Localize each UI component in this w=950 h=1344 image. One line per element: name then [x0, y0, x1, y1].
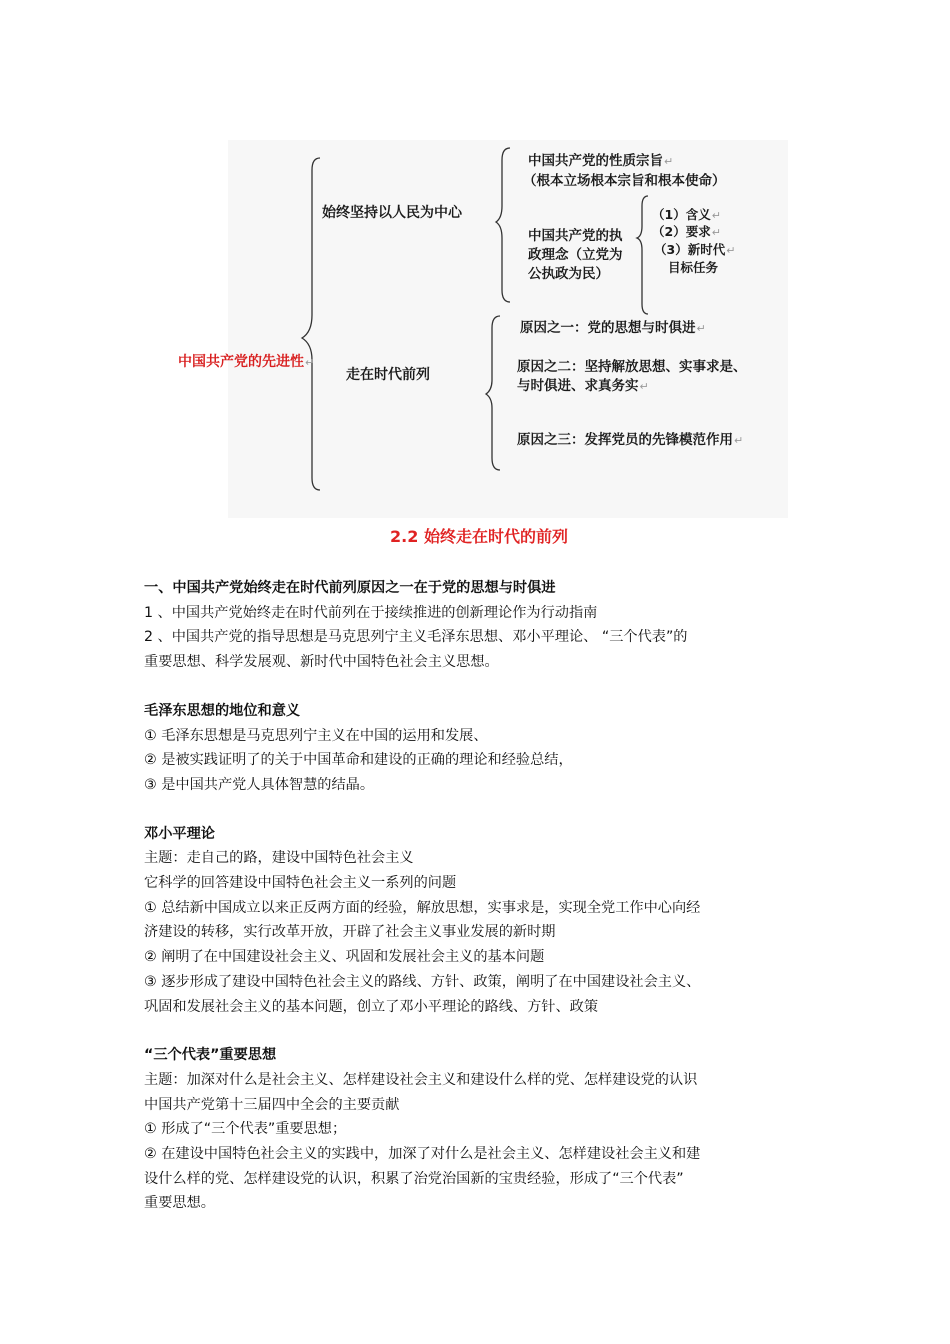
reason-2-line1: 原因之二：坚持解放思想、实事求是、: [517, 359, 747, 375]
s3-line: 它科学的回答建设中国特色社会主义一系列的问题: [144, 875, 457, 892]
s3-line: ② 阐明了在中国建设社会主义、巩固和发展社会主义的基本问题: [144, 949, 545, 966]
reason-3: 原因之三：发挥党员的先锋模范作用↵: [517, 432, 744, 448]
s1-paragraph-2b: 重要思想、科学发展观、新时代中国特色社会主义思想。: [144, 654, 499, 671]
s4-line: ① 形成了“三个代表”重要思想；: [144, 1121, 347, 1138]
s3-line: 主题：走自己的路，建设中国特色社会主义: [144, 850, 414, 867]
branch2-brace: [486, 316, 500, 470]
branch1-brace: [496, 148, 510, 302]
s4-line: 中国共产党第十三届四中全会的主要贡献: [144, 1096, 400, 1113]
root-label: 中国共产党的先进性↵: [178, 354, 315, 370]
s1-paragraph-1: 1 、中国共产党始终走在时代前列在于接续推进的创新理论作为行动指南: [144, 604, 598, 621]
sub-brace: [637, 196, 648, 314]
s3-line: 巩固和发展社会主义的基本问题，创立了邓小平理论的路线、方针、政策: [144, 998, 599, 1015]
branch1-item2-line1: 中国共产党的执: [528, 228, 623, 244]
sub-item-1: （1）含义↵: [652, 207, 721, 222]
branch1-item2-line2: 政理念（立党为: [528, 247, 623, 263]
s4-line: 重要思想。: [144, 1195, 215, 1212]
branch1-item1-line2: （根本立场根本宗旨和根本使命）: [523, 173, 726, 189]
reason-2-line2: 与时俱进、求真务实↵: [517, 378, 649, 394]
s4-heading: “三个代表”重要思想: [144, 1047, 277, 1064]
branch1-item1-line1: 中国共产党的性质宗旨↵: [528, 153, 674, 169]
s3-line: ③ 逐步形成了建设中国特色社会主义的路线、方针、政策，阐明了在中国建设社会主义、: [144, 973, 701, 990]
s4-line: 设什么样的党、怎样建设党的认识，积累了治党治国新的宝贵经验，形成了“三个代表”: [144, 1170, 684, 1187]
document-body: [144, 520, 814, 1216]
sub-item-2: （2）要求↵: [652, 224, 721, 239]
s2-item: ② 是被实践证明了的关于中国革命和建设的正确的理论和经验总结，: [144, 752, 573, 769]
sub-item-3-cont: 目标任务: [668, 260, 719, 275]
sub-item-3: （3）新时代↵: [654, 242, 736, 257]
reason-1: 原因之一：党的思想与时俱进↵: [520, 320, 706, 336]
section-title: 2.2 始终走在时代的前列: [390, 527, 568, 546]
branch2-label: 走在时代前列: [346, 367, 430, 383]
main-brace: [302, 158, 320, 490]
mind-map-diagram: [178, 140, 788, 518]
s2-item: ① 毛泽东思想是马克思列宁主义在中国的运用和发展、: [144, 727, 488, 744]
s4-line: ② 在建设中国特色社会主义的实践中，加深了对什么是社会主义、怎样建设社会主义和建: [144, 1146, 701, 1163]
s3-heading: 邓小平理论: [144, 825, 215, 842]
s3-line: ① 总结新中国成立以来正反两方面的经验，解放思想，实事求是，实现全党工作中心向经: [144, 899, 701, 916]
s4-line: 主题：加深对什么是社会主义、怎样建设社会主义和建设什么样的党、怎样建设党的认识: [144, 1071, 698, 1088]
s3-line: 济建设的转移，实行改革开放，开辟了社会主义事业发展的新时期: [144, 924, 556, 941]
s2-item: ③ 是中国共产党人具体智慧的结晶。: [144, 776, 375, 793]
s2-heading: 毛泽东思想的地位和意义: [144, 702, 301, 719]
s1-paragraph-2a: 2 、中国共产党的指导思想是马克思列宁主义毛泽东思想、邓小平理论、 “三个代表”的: [144, 629, 688, 646]
s1-heading: 一、中国共产党始终走在时代前列原因之一在于党的思想与时俱进: [144, 580, 556, 596]
branch1-label: 始终坚持以人民为中心: [322, 205, 462, 221]
branch1-item2-line3: 公执政为民）: [528, 266, 609, 282]
